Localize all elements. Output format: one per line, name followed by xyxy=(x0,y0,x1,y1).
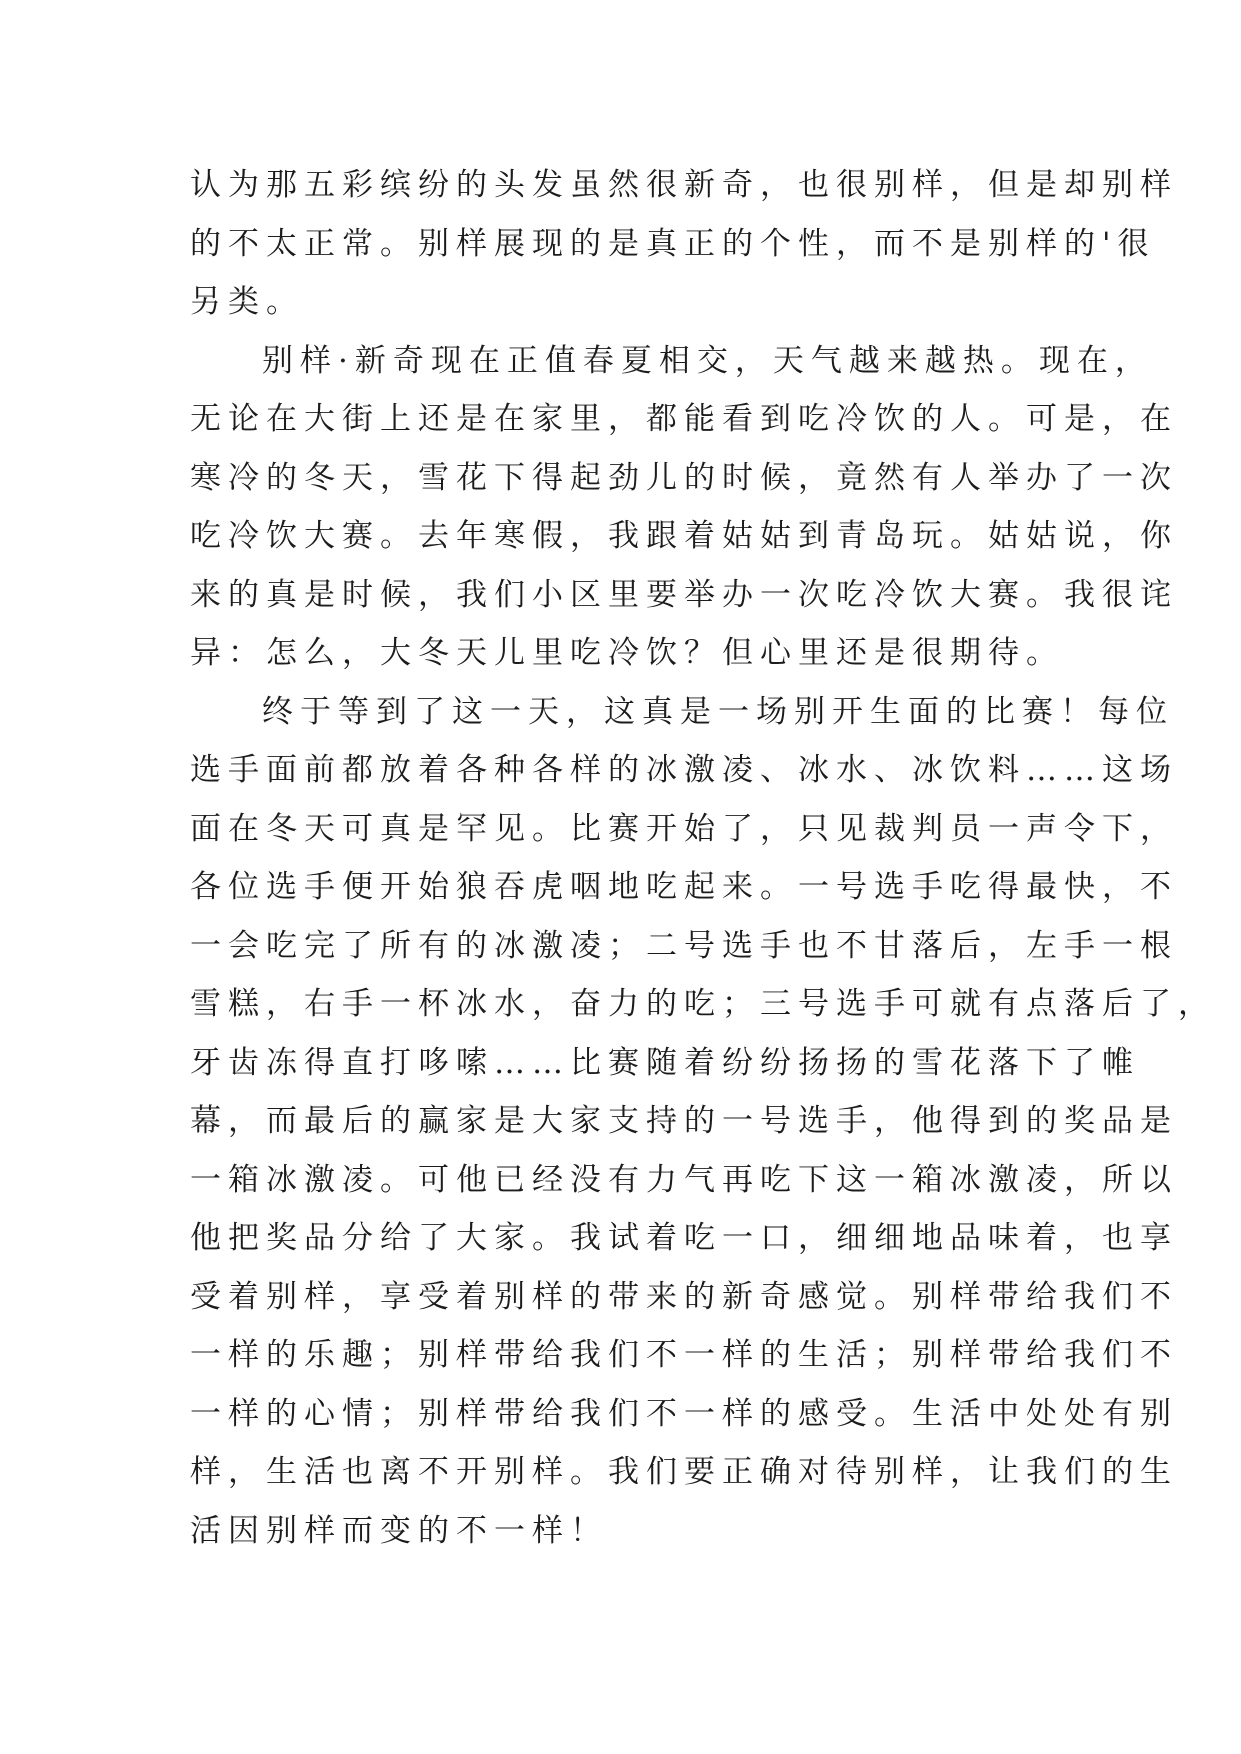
text-line: 受着别样，享受着别样的带来的新奇感觉。别样带给我们不 xyxy=(190,1278,1178,1315)
text-line: 面在冬天可真是罕见。比赛开始了，只见裁判员一声令下， xyxy=(190,810,1178,847)
text-line: 的不太正常。别样展现的是真正的个性，而不是别样的'很 xyxy=(190,225,1156,262)
paragraph-first-line: 别样·新奇现在正值春夏相交，天气越来越热。现在， xyxy=(262,342,1153,379)
text-line: 一样的心情；别样带给我们不一样的感受。生活中处处有别 xyxy=(190,1395,1178,1432)
text-line: 异：怎么，大冬天儿里吃冷饮？但心里还是很期待。 xyxy=(190,635,1064,671)
text-line: 一样的乐趣；别样带给我们不一样的生活；别样带给我们不 xyxy=(190,1337,1178,1373)
text-line: 选手面前都放着各种各样的冰激凌、冰水、冰饮料……这场 xyxy=(190,752,1178,788)
text-line: 寒冷的冬天，雪花下得起劲儿的时候，竟然有人举办了一次 xyxy=(190,459,1178,496)
text-line: 吃冷饮大赛。去年寒假，我跟着姑姑到青岛玩。姑姑说，你 xyxy=(190,518,1178,554)
text-line: 认为那五彩缤纷的头发虽然很新奇，也很别样，但是却别样 xyxy=(190,167,1178,203)
text-line: 活因别样而变的不一样！ xyxy=(190,1512,608,1549)
text-line: 一箱冰激凌。可他已经没有力气再吃下这一箱冰激凌，所以 xyxy=(190,1161,1178,1198)
text-line: 雪糕，右手一杯冰水，奋力的吃；三号选手可就有点落后了， xyxy=(190,986,1216,1022)
text-line: 幕，而最后的赢家是大家支持的一号选手，他得到的奖品是 xyxy=(190,1103,1178,1139)
text-line: 一会吃完了所有的冰激凌；二号选手也不甘落后，左手一根 xyxy=(190,927,1178,964)
text-line: 无论在大街上还是在家里，都能看到吃冷饮的人。可是，在 xyxy=(190,401,1178,437)
text-line: 牙齿冻得直打哆嗦……比赛随着纷纷扬扬的雪花落下了帷 xyxy=(190,1044,1140,1081)
text-line: 来的真是时候，我们小区里要举办一次吃冷饮大赛。我很诧 xyxy=(190,576,1178,613)
text-line: 他把奖品分给了大家。我试着吃一口，细细地品味着，也享 xyxy=(190,1220,1178,1256)
text-line: 各位选手便开始狼吞虎咽地吃起来。一号选手吃得最快，不 xyxy=(190,869,1178,905)
document-body xyxy=(190,156,1216,1560)
text-line: 另类。 xyxy=(190,284,304,320)
paragraph-first-line: 终于等到了这一天，这真是一场别开生面的比赛！每位 xyxy=(262,693,1174,730)
text-line: 样，生活也离不开别样。我们要正确对待别样，让我们的生 xyxy=(190,1454,1178,1490)
